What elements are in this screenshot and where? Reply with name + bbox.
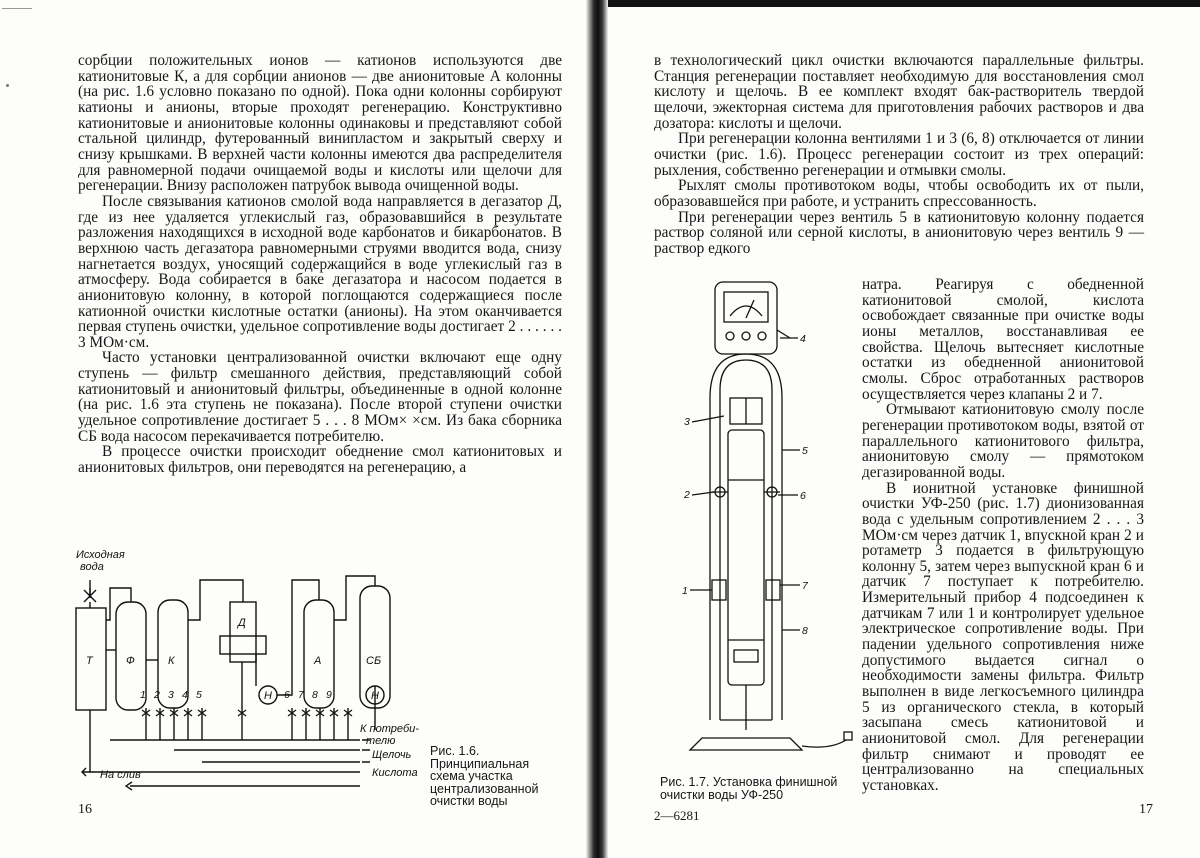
label-acid: Кислота — [372, 767, 418, 779]
book-gutter — [586, 0, 608, 858]
valve-number-1: 1 — [140, 689, 146, 701]
valve-number-7: 7 — [298, 689, 304, 701]
label-drain: На слив — [100, 769, 141, 781]
right-paragraph-3: Рыхлят смолы противотоком воды, чтобы освободить их от пыли, образовавшейся при работе, и устранить спрессованность. — [654, 177, 1144, 210]
right-paragraph-5: натра. Реагируя с обедненной катионитовой смолой, кислота освобождает связанные при очистке воды ионы металлов, восстанавливая ее свойства. Щелочь вытесняет кислотные остатки из обедненной анионитовой смолы. Сброс отработанных растворов осуществляется через клапаны 2 и 7. — [862, 276, 1144, 403]
label-k: К — [168, 655, 175, 667]
label-a: А — [314, 655, 322, 667]
right-paragraph-1: в технологический цикл очистки включаются параллельные фильтры. Станция регенерации поставляет необходимую для восстановления смол кислоту и щелочь. В ее комплект входят бак-растворитель твердой щелочи, эжекторная система для приготовления рабочих растворов и два дозатора: кислоты и щелочи. — [654, 52, 1144, 132]
left-paragraph-1: сорбции положительных ионов — катионов используются две катионитовые К, а для сорбции анионов — две анионитовые А колонны (на рис. 1.6 условно показано по одной). Пока одни колонны сорбируют катионы и анионы, вторые проходят регенерацию. Конструктивно катионитовые и анионитовые колонны одинаковы и представляют собой стальной цилиндр, футерованный винипластом и закрытый сверху и снизу крышками. В верхней части колонны имеются два распределителя для равномерной подачи очищаемой воды и кислоты или щелочи для регенерации. Внизу расположен патрубок вывода очищенной воды. — [78, 52, 562, 195]
label-source-water-2: вода — [80, 561, 104, 573]
left-page-text — [78, 53, 562, 476]
degasser-d — [230, 602, 256, 662]
apparatus-label-1: 1 — [682, 585, 688, 597]
left-paragraph-4: В процессе очистки происходит обеднение смол катионитовых и анионитовых фильтров, они переводятся на регенерацию, а — [78, 443, 562, 477]
label-source-water-1: Исходная — [76, 549, 125, 561]
apparatus-label-4: 4 — [800, 333, 806, 345]
valve-number-9: 9 — [326, 689, 332, 701]
valve-number-5: 5 — [196, 689, 202, 701]
valve-number-4: 4 — [182, 689, 188, 701]
left-paragraph-2: После связывания катионов смолой вода направляется в дегазатор Д, где из нее удаляется углекислый газ, образовавшийся в результате разложения находящихся в исходной воде карбонатов и бикарбонатов. В верхнюю часть дегазатора равномерными струями вводится вода, снизу нагнетается воздух, уносящий содержащийся в воде углекислый газ в атмосферу. Вода собирается в баке дегазатора и насосом подается в анионитовую колонну, в которой поглощаются содержащиеся после катионной очистки кислотные остатки (анионы). На этом оканчивается первая ступень очистки, удельное сопротивление воды достигает 2 . . . . . . 3 МОм·см. — [78, 192, 562, 351]
label-consumer-1: К потреби- — [360, 723, 419, 735]
right-paragraph-6: Отмывают катионитовую смолу после регенерации противотоком воды, взятой от параллельного катионитового фильтра, анионитовую смолу — прямотоком дегазированной воды. — [862, 401, 1144, 481]
page-number-right: 17 — [1139, 802, 1153, 817]
label-d: Д — [238, 617, 246, 629]
label-sb: СБ — [366, 655, 382, 667]
label-alkali: Щелочь — [372, 749, 412, 761]
valve-number-8: 8 — [312, 689, 318, 701]
apparatus-label-8: 8 — [802, 625, 808, 637]
valve-number-3: 3 — [168, 689, 174, 701]
figure-1-7-caption: Рис. 1.7. Установка финишной очистки воды УФ-250 — [660, 775, 838, 802]
filter-column — [728, 430, 764, 685]
page-number-left: 16 — [78, 802, 92, 817]
left-paragraph-3: Часто установки централизованной очистки включают еще одну ступень — фильтр смешанного действия, представляющий собой катионитовый и анионитовый фильтры, объединенные в одной колонне (на рис. 1.6 эта ступень не показана). После второй ступени очистки удельное сопротивление достигает 5 . . . 8 МОм× ×см. Из бака сборника СБ вода насосом перекачивается потребителю. — [78, 349, 562, 445]
label-f: Ф — [126, 655, 135, 667]
figure-1-6-schematic — [70, 540, 440, 800]
apparatus-label-7: 7 — [802, 580, 808, 592]
apparatus-label-2: 2 — [684, 489, 690, 501]
right-paragraph-4: При регенерации через вентиль 5 в катионитовую колонну подается раствор соляной или серной кислоты, в анионитовую через вентиль 9 — раствор едкого — [654, 208, 1144, 257]
figure-1-6-caption: Рис. 1.6. Принципиальная схема участка централизованной очистки воды — [430, 744, 539, 808]
apparatus-label-5: 5 — [802, 445, 808, 457]
apparatus-label-3: 3 — [684, 416, 690, 428]
right-paragraph-7: В ионитной установке финишной очистки УФ-250 (рис. 1.7) дионизованная вода с удельным сопротивлением 2 . . . 3 МОм·см через датчик 1, впускной кран 2 и ротаметр 3 подается в фильтрующую колонну 5, затем через выпускной кран 6 и датчик 7 поступает к потребителю. Измерительный прибор 4 подсоединен к датчикам 7 или 1 и контролирует удельное электрическое сопротивление воды. При падении удельного сопротивления ниже допустимого выдается сигнал о необходимости замены фильтра. Фильтр выполнен в виде легкосъемного цилиндра 5 из органического стекла, в который засыпана смесь катионитовой и анионитовой смол. Для регенерации фильтр снимают и проводят ее централизованно на специальных установках. — [862, 479, 1144, 794]
label-consumer-2: телю — [366, 735, 396, 747]
valve-number-2: 2 — [154, 689, 160, 701]
right-page-text-wrap — [862, 277, 1144, 794]
apparatus-label-6: 6 — [800, 490, 806, 502]
scan-dot — [6, 84, 9, 87]
figure-1-7-apparatus — [660, 280, 860, 775]
valve-number-6: 6 — [284, 689, 290, 701]
scan-mark — [2, 8, 32, 9]
scan-edge-shadow — [608, 0, 1200, 7]
label-t: Т — [86, 655, 93, 667]
right-page-text-top — [654, 53, 1144, 257]
label-pump-1: Н — [264, 690, 272, 702]
right-paragraph-2: При регенерации колонна вентилями 1 и 3 (6, 8) отключается от линии очистки (рис. 1.6). Процесс регенерации состоит из трех операций: рыхления, собственно регенерации и отмывки смолы. — [654, 130, 1144, 179]
label-pump-2: Н — [371, 690, 379, 702]
printer-signature: 2—6281 — [654, 808, 700, 823]
